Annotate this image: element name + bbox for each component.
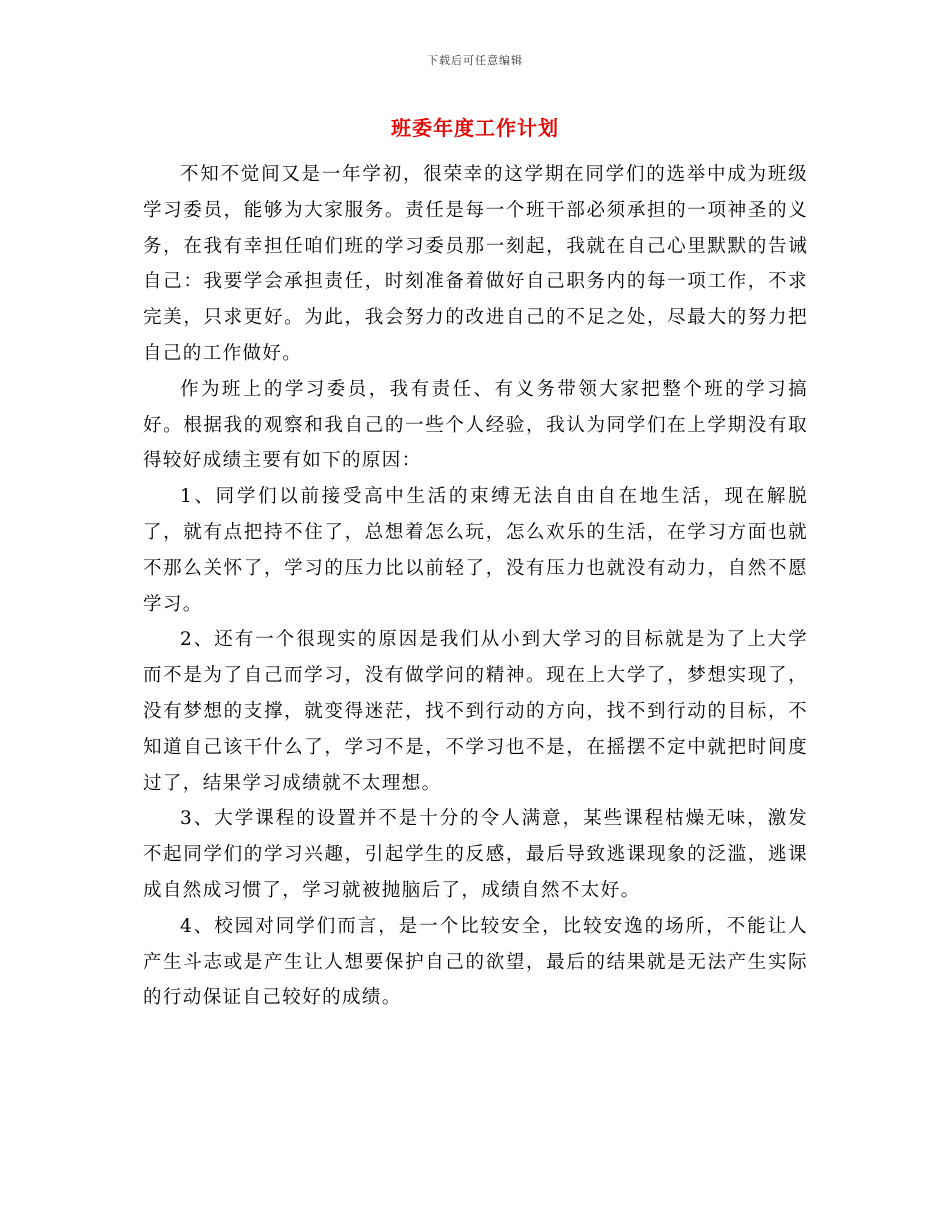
paragraph-reasons-intro: 作为班上的学习委员，我有责任、有义务带领大家把整个班的学习搞好。根据我的观察和我自己的一些个人经验，我认为同学们在上学期没有取得较好成绩主要有如下的原因：	[143, 378, 808, 472]
header-note: 下载后可任意编辑	[427, 54, 523, 67]
paragraph-reason-2: 2、还有一个很现实的原因是我们从小到大学习的目标就是为了上大学而不是为了自己而学习，没有做学问的精神。现在上大学了，梦想实现了，没有梦想的支撑，就变得迷茫，找不到行动的方向，找不到行动的目标，不知道自己该干什么了，学习不是，不学习也不是，在摇摆不定中就把时间度过了，结果学习成绩就不太理想。	[143, 629, 808, 794]
paragraph-intro: 不知不觉间又是一年学初，很荣幸的这学期在同学们的选举中成为班级学习委员，能够为大家服务。责任是每一个班干部必须承担的一项神圣的义务，在我有幸担任咱们班的学习委员那一刻起，我就在自己心里默默的告诫自己：我要学会承担责任，时刻准备着做好自己职务内的每一项工作，不求完美，只求更好。为此，我会努力的改进自己的不足之处，尽最大的努力把自己的工作做好。	[143, 164, 808, 364]
document-body	[143, 157, 808, 1016]
document-title: 班委年度工作计划	[391, 116, 559, 140]
paragraph-reason-4: 4、校园对同学们而言，是一个比较安全，比较安逸的场所，不能让人产生斗志或是产生让人想要保护自己的欲望，最后的结果就是无法产生实际的行动保证自己较好的成绩。	[143, 915, 808, 1009]
paragraph-reason-3: 3、大学课程的设置并不是十分的令人满意，某些课程枯燥无味，激发不起同学们的学习兴趣，引起学生的反感，最后导致逃课现象的泛滥，逃课成自然成习惯了，学习就被抛脑后了，成绩自然不太好。	[143, 808, 808, 901]
paragraph-reason-1: 1、同学们以前接受高中生活的束缚无法自由自在地生活，现在解脱了，就有点把持不住了，总想着怎么玩，怎么欢乐的生活，在学习方面也就不那么关怀了，学习的压力比以前轻了，没有压力也就没有动力，自然不愿学习。	[143, 486, 808, 615]
